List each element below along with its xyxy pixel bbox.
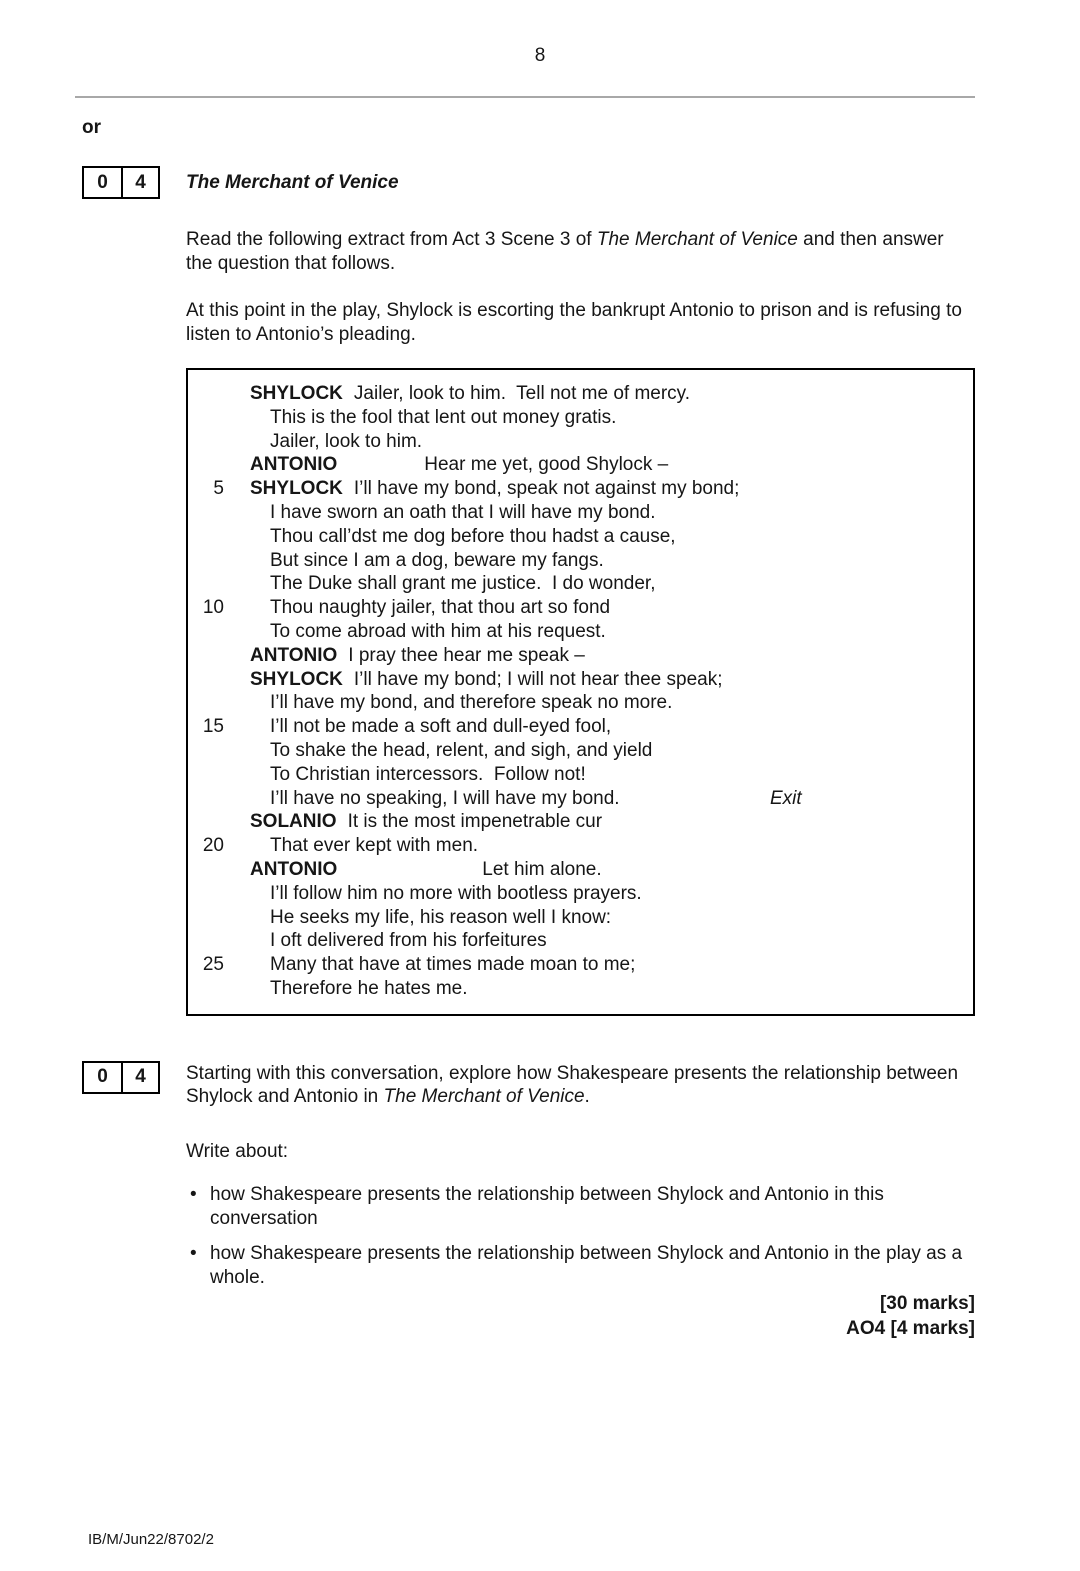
line-number: [188, 620, 224, 644]
line-text: To Christian intercessors. Follow not!: [270, 763, 586, 785]
extract-line-text: [270, 739, 652, 763]
extract-line-text: [250, 382, 690, 406]
line-text: To come abroad with him at his request.: [270, 620, 606, 642]
extract-line: [188, 763, 973, 787]
extract-line-text: [270, 501, 656, 525]
extract-line: [188, 453, 973, 477]
intro-paragraph: [186, 228, 966, 275]
line-number: 10: [202, 597, 224, 619]
extract-line: [188, 691, 973, 715]
extract-line: [188, 858, 973, 882]
question-number-box: [82, 166, 160, 199]
extract-line-text: [270, 906, 611, 930]
line-text: Thou naughty jailer, that thou art so fond: [270, 597, 611, 619]
line-number: [188, 572, 224, 596]
text-run: Starting with this conversation, explore how Shakespeare presents the relationship between Shylock and Antonio in: [186, 1062, 959, 1108]
bullet-item: [190, 1242, 972, 1289]
line-number: [188, 763, 224, 787]
task-prompt: [186, 1062, 966, 1109]
line-number: [188, 453, 224, 477]
line-number: 20: [202, 835, 224, 857]
line-text: It is the most impenetrable cur: [347, 811, 603, 833]
line-text: I oft delivered from his forfeitures: [270, 930, 547, 952]
extract-line-text: [270, 763, 586, 787]
or-label: or: [82, 116, 101, 138]
extract-line: [188, 834, 973, 858]
extract-line: [188, 549, 973, 573]
extract-line-text: [270, 430, 422, 454]
extract-box: [186, 368, 975, 1016]
extract-line: [188, 787, 973, 811]
line-number: [188, 739, 224, 763]
line-text: Therefore he hates me.: [270, 977, 468, 999]
extract-line: [188, 715, 973, 739]
extract-line: [188, 668, 973, 692]
speaker-name: SOLANIO: [250, 811, 337, 833]
line-number: [188, 906, 224, 930]
top-divider: [75, 96, 975, 98]
extract-line-text: [270, 525, 676, 549]
extract-line: [188, 906, 973, 930]
line-text: Jailer, look to him. Tell not me of mercy.: [353, 383, 691, 404]
line-number: [188, 977, 224, 1001]
line-text: I’ll have my bond, and therefore speak no more.: [270, 692, 673, 714]
play-title: The Merchant of Venice: [186, 172, 399, 193]
line-text: The Duke shall grant me justice. I do wonder,: [270, 573, 656, 595]
line-text: I’ll follow him no more with bootless prayers.: [270, 882, 642, 904]
line-number: [188, 501, 224, 525]
line-number: 5: [213, 478, 224, 500]
line-text: Let him alone.: [482, 858, 602, 880]
line-text: I’ll not be made a soft and dull-eyed fool,: [270, 716, 612, 738]
line-text: I have sworn an oath that I will have my bond.: [270, 501, 656, 523]
write-about-label: Write about:: [186, 1140, 289, 1162]
extract-line-text: [270, 406, 616, 430]
question-header-row: [82, 166, 1080, 199]
line-number: [188, 858, 224, 882]
extract-line-text: [270, 691, 672, 715]
paper-reference: IB/M/Jun22/8702/2: [88, 1531, 214, 1548]
line-text: I pray thee hear me speak –: [348, 644, 585, 666]
line-number: 25: [202, 954, 224, 976]
extract-line: [188, 572, 973, 596]
line-number: [188, 644, 224, 668]
question-number-digit-2: 4: [121, 168, 158, 197]
extract-line-text: [250, 477, 739, 501]
bullet-text: how Shakespeare presents the relationship between Shylock and Antonio in this conversation: [210, 1184, 884, 1229]
line-number: [188, 406, 224, 430]
bullet-item: [190, 1183, 972, 1230]
extract-line-text: [250, 668, 723, 692]
line-number: [188, 810, 224, 834]
line-number: [188, 668, 224, 692]
page-number: 8: [534, 45, 546, 66]
total-marks: [30 marks]: [879, 1293, 975, 1315]
extract-line-text: [270, 572, 655, 596]
line-number: 15: [202, 716, 224, 738]
text-run: .: [584, 1086, 590, 1108]
ao4-marks: AO4 [4 marks]: [846, 1317, 975, 1339]
extract-line: [188, 525, 973, 549]
extract-line: [188, 382, 973, 406]
extract-line: [188, 929, 973, 953]
line-text: This is the fool that lent out money gratis.: [270, 406, 617, 428]
extract-line-text: [250, 858, 602, 882]
line-number: [188, 882, 224, 906]
extract-line-text: [270, 834, 478, 858]
line-text: Thou call’dst me dog before thou hadst a cause,: [270, 525, 676, 547]
question-number-digit-1: 0: [97, 171, 108, 193]
speaker-name: SHYLOCK: [250, 668, 343, 690]
extract-line: [188, 501, 973, 525]
line-number: [188, 691, 224, 715]
speaker-name: SHYLOCK: [250, 383, 343, 404]
task-row: [82, 1061, 1080, 1109]
italic-text-run: The Merchant of Venice: [596, 229, 798, 250]
speaker-name: ANTONIO: [250, 454, 338, 476]
text-run: and then answer the question that follows.: [186, 229, 944, 274]
line-number: [188, 430, 224, 454]
task-question-number-digit-2: 4: [121, 1063, 158, 1092]
extract-line: [188, 739, 973, 763]
bullet-text: how Shakespeare presents the relationship between Shylock and Antonio in the play as a whole.: [210, 1243, 963, 1288]
line-text: He seeks my life, his reason well I know:: [270, 906, 612, 928]
line-number: [188, 787, 224, 811]
line-number: [188, 382, 224, 406]
extract-line: [188, 644, 973, 668]
extract-line-text: [250, 644, 585, 668]
line-text: But since I am a dog, beware my fangs.: [270, 549, 604, 571]
extract-line-text: [250, 453, 668, 477]
extract-line-text: [270, 929, 547, 953]
line-text: Jailer, look to him.: [270, 430, 423, 452]
line-text: Many that have at times made moan to me;: [270, 954, 636, 976]
text-run: Read the following extract from Act 3 Scene 3 of: [186, 229, 597, 250]
extract-line: [188, 596, 973, 620]
bullet-list: [190, 1183, 1080, 1289]
line-text: To shake the head, relent, and sigh, and yield: [270, 739, 653, 761]
speaker-name: ANTONIO: [250, 858, 338, 880]
context-paragraph: At this point in the play, Shylock is escorting the bankrupt Antonio to prison and is refusing to listen to Antonio’s pleading.: [186, 300, 962, 345]
extract-line: [188, 477, 973, 501]
line-number: [188, 525, 224, 549]
line-text: I’ll have my bond; I will not hear thee speak;: [353, 668, 723, 690]
extract-line: [188, 430, 973, 454]
line-text: Hear me yet, good Shylock –: [424, 454, 669, 476]
speaker-name: SHYLOCK: [250, 478, 343, 500]
extract-line-text: [270, 620, 606, 644]
line-number: [188, 549, 224, 573]
task-question-number-box: [82, 1061, 160, 1094]
extract-line: [188, 620, 973, 644]
bullet-icon: •: [190, 1243, 197, 1265]
extract-line-text: [270, 787, 620, 811]
marks-block: [0, 1292, 975, 1341]
extract-line: [188, 977, 973, 1001]
line-text: I’ll have no speaking, I will have my bond.: [270, 787, 620, 809]
extract-line: [188, 882, 973, 906]
extract-line: [188, 406, 973, 430]
bullet-icon: •: [190, 1184, 197, 1206]
extract-line-text: [270, 882, 642, 906]
extract-line-text: [270, 715, 611, 739]
extract-line-text: [270, 953, 635, 977]
line-text: That ever kept with men.: [270, 835, 479, 857]
extract-line: [188, 810, 973, 834]
extract-line: [188, 953, 973, 977]
extract-line-text: [270, 977, 468, 1001]
task-question-number-digit-1: 0: [97, 1066, 108, 1088]
extract-lines: [188, 382, 973, 1001]
speaker-name: ANTONIO: [250, 644, 338, 666]
extract-line-text: [270, 549, 604, 573]
line-number: [188, 929, 224, 953]
extract-line-text: [250, 810, 602, 834]
line-text: I’ll have my bond, speak not against my bond;: [353, 478, 740, 500]
extract-line-text: [270, 596, 610, 620]
italic-text-run: The Merchant of Venice: [383, 1086, 585, 1108]
stage-direction-exit: Exit: [770, 787, 802, 809]
